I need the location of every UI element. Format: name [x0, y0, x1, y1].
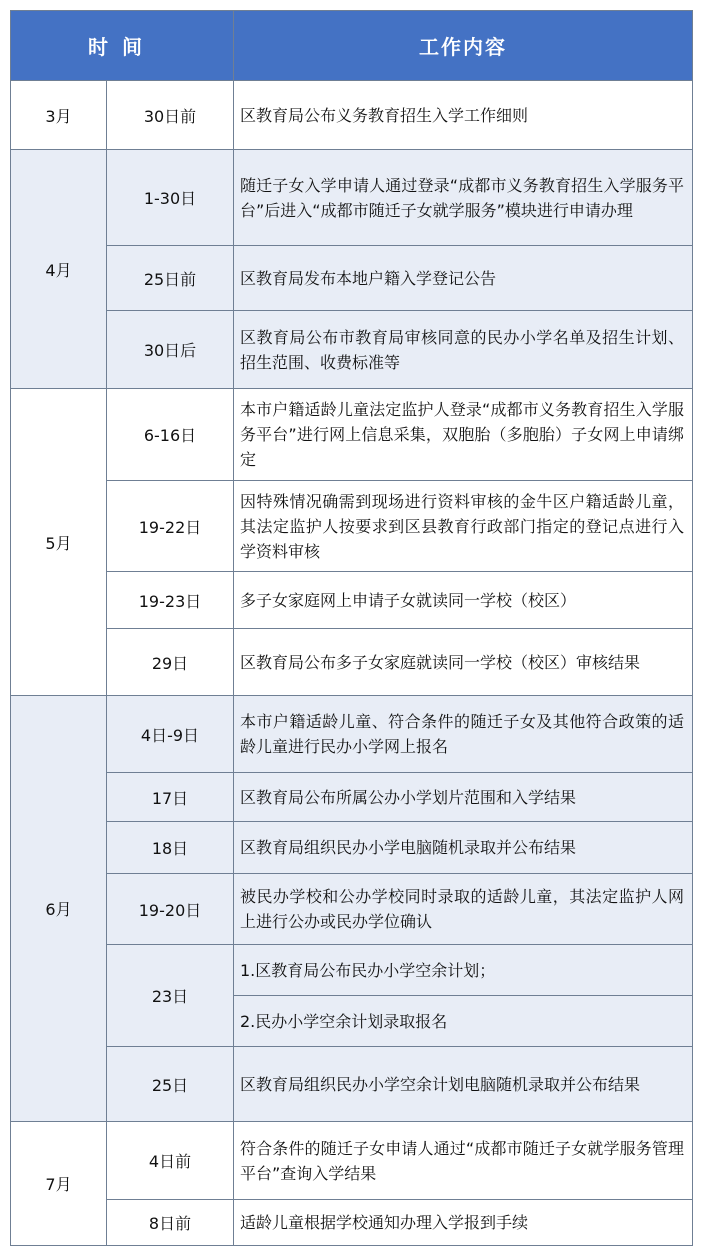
date-cell: 30日后	[107, 311, 234, 389]
date-cell: 6-16日	[107, 389, 234, 481]
date-cell: 19-20日	[107, 874, 234, 945]
month-cell: 5月	[11, 389, 107, 696]
content-cell: 适龄儿童根据学校通知办理入学报到手续	[234, 1200, 693, 1246]
content-cell: 多子女家庭网上申请子女就读同一学校（校区）	[234, 572, 693, 629]
content-cell: 随迁子女入学申请人通过登录“成都市义务教育招生入学服务平台”后进入“成都市随迁子女就学服务”模块进行申请办理	[234, 150, 693, 246]
content-cell: 本市户籍适龄儿童法定监护人登录“成都市义务教育招生入学服务平台”进行网上信息采集，双胞胎（多胞胎）子女网上申请绑定	[234, 389, 693, 481]
date-cell: 18日	[107, 822, 234, 874]
table-row	[11, 629, 693, 696]
month-cell: 3月	[11, 81, 107, 150]
date-cell: 19-22日	[107, 481, 234, 572]
content-cell: 2.民办小学空余计划录取报名	[234, 996, 693, 1047]
date-cell: 4日前	[107, 1122, 234, 1200]
table-row	[11, 1122, 693, 1200]
table-row	[11, 773, 693, 822]
header-content: 工作内容	[234, 11, 693, 81]
content-cell: 因特殊情况确需到现场进行资料审核的金牛区户籍适龄儿童，其法定监护人按要求到区县教育行政部门指定的登记点进行入学资料审核	[234, 481, 693, 572]
table-body	[11, 81, 693, 1246]
table-row	[11, 311, 693, 389]
content-cell: 区教育局公布多子女家庭就读同一学校（校区）审核结果	[234, 629, 693, 696]
date-cell: 30日前	[107, 81, 234, 150]
content-cell: 本市户籍适龄儿童、符合条件的随迁子女及其他符合政策的适龄儿童进行民办小学网上报名	[234, 696, 693, 773]
date-cell: 8日前	[107, 1200, 234, 1246]
date-cell: 1-30日	[107, 150, 234, 246]
content-cell: 区教育局组织民办小学电脑随机录取并公布结果	[234, 822, 693, 874]
table-row	[11, 874, 693, 945]
date-cell: 23日	[107, 945, 234, 1047]
date-cell: 19-23日	[107, 572, 234, 629]
date-cell: 17日	[107, 773, 234, 822]
table-header-row	[11, 11, 693, 81]
content-cell: 区教育局发布本地户籍入学登记公告	[234, 246, 693, 311]
date-cell: 4日-9日	[107, 696, 234, 773]
table-row	[11, 945, 693, 996]
content-cell: 区教育局组织民办小学空余计划电脑随机录取并公布结果	[234, 1047, 693, 1122]
month-cell: 4月	[11, 150, 107, 389]
table-row	[11, 1200, 693, 1246]
content-cell: 区教育局公布义务教育招生入学工作细则	[234, 81, 693, 150]
table-row	[11, 389, 693, 481]
date-cell: 25日	[107, 1047, 234, 1122]
table-row	[11, 481, 693, 572]
table-row	[11, 150, 693, 246]
content-cell: 区教育局公布所属公办小学划片范围和入学结果	[234, 773, 693, 822]
content-cell: 符合条件的随迁子女申请人通过“成都市随迁子女就学服务管理平台”查询入学结果	[234, 1122, 693, 1200]
table-row	[11, 81, 693, 150]
enrollment-schedule-table	[10, 10, 693, 1246]
date-cell: 29日	[107, 629, 234, 696]
table-row	[11, 246, 693, 311]
header-time: 时间	[11, 11, 234, 81]
month-cell: 7月	[11, 1122, 107, 1246]
date-cell: 25日前	[107, 246, 234, 311]
table-row	[11, 572, 693, 629]
table-row	[11, 1047, 693, 1122]
month-cell: 6月	[11, 696, 107, 1122]
schedule-table-wrap	[10, 10, 692, 1246]
table-row	[11, 696, 693, 773]
content-cell: 1.区教育局公布民办小学空余计划；	[234, 945, 693, 996]
table-row	[11, 822, 693, 874]
content-cell: 区教育局公布市教育局审核同意的民办小学名单及招生计划、招生范围、收费标准等	[234, 311, 693, 389]
content-cell: 被民办学校和公办学校同时录取的适龄儿童，其法定监护人网上进行公办或民办学位确认	[234, 874, 693, 945]
